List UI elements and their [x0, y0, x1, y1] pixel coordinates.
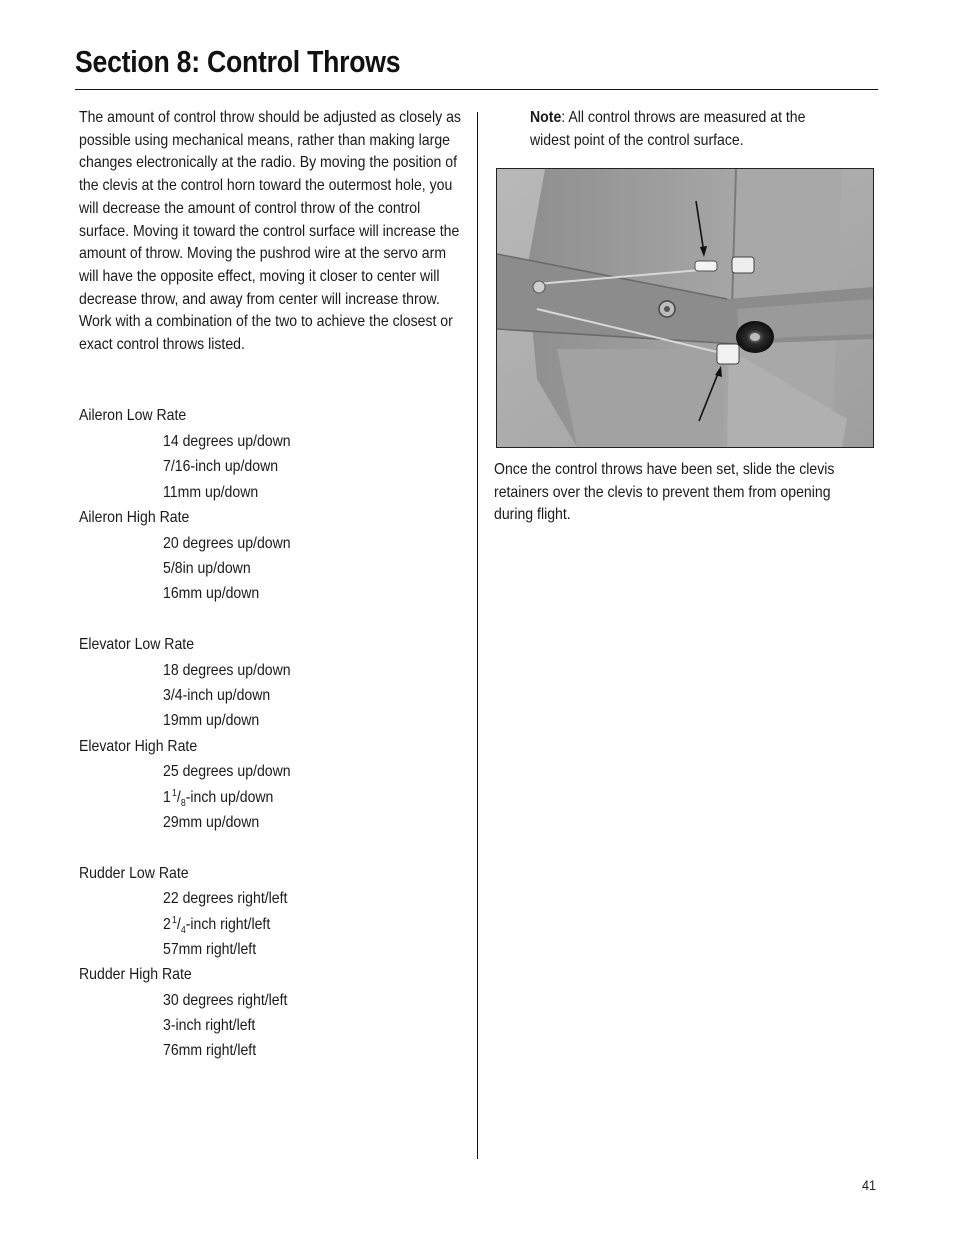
fraction-whole: 2 — [163, 916, 171, 933]
aileron-low-label: Aileron Low Rate — [79, 407, 187, 424]
elevator-high-inches: 1 $^1/_8$-inch up/down — [163, 788, 274, 809]
fraction-denominator: 8 — [180, 798, 186, 809]
tail-linkage-illustration — [497, 169, 873, 447]
rudder-high-degrees: 30 degrees right/left — [163, 992, 288, 1009]
fraction-rest: -inch right/left — [185, 916, 271, 933]
title-rule — [75, 89, 878, 90]
aileron-high-inches: 5/8in up/down — [163, 560, 251, 577]
elevator-low-degrees: 18 degrees up/down — [163, 662, 291, 679]
rudder-low-label: Rudder Low Rate — [79, 865, 189, 882]
aileron-high-mm: 16mm up/down — [163, 585, 260, 602]
elevator-high-mm: 29mm up/down — [163, 814, 260, 831]
after-photo-paragraph: Once the control throws have been set, slide the clevis retainers over the clevis to prevent them from opening during flight. — [494, 461, 835, 524]
fraction-denominator: 4 — [180, 925, 186, 936]
fraction-rest: -inch up/down — [185, 789, 274, 806]
aileron-low-inches: 7/16-inch up/down — [163, 458, 279, 475]
rudder-high-inches: 3-inch right/left — [163, 1017, 256, 1034]
aileron-high-label: Aileron High Rate — [79, 509, 190, 526]
fraction-whole: 1 — [163, 789, 171, 806]
rudder-low-inches: 2 $^1/_4$-inch right/left — [163, 915, 271, 936]
fraction-numerator: 1 — [172, 788, 177, 799]
elevator-low-label: Elevator Low Rate — [79, 636, 195, 653]
page-title: Section 8: Control Throws — [75, 44, 401, 79]
elevator-low-mm: 19mm up/down — [163, 712, 260, 729]
note-text: : All control throws are measured at the widest point of the control surface. — [530, 109, 806, 149]
rudder-low-mm: 57mm right/left — [163, 941, 257, 958]
fraction-numerator: 1 — [172, 915, 177, 926]
elevator-high-label: Elevator High Rate — [79, 738, 198, 755]
aileron-high-degrees: 20 degrees up/down — [163, 535, 291, 552]
page-number: 41 — [862, 1177, 877, 1193]
column-divider — [477, 112, 478, 1159]
rudder-high-label: Rudder High Rate — [79, 966, 192, 983]
note-label: Note — [530, 109, 562, 126]
elevator-high-degrees: 25 degrees up/down — [163, 763, 291, 780]
rudder-low-degrees: 22 degrees right/left — [163, 890, 288, 907]
intro-paragraph: The amount of control throw should be adjusted as closely as possible using mechanical means, rather than making large changes electronically at the radio. By moving the position of the clevis at the control horn toward the outermost hole, you will decrease the amount of control throw of the control surface. Moving it toward the control surface will increase the amount of throw. Moving the pushrod wire at the servo arm will have the opposite effect, moving it closer to center will decrease throw, and away from center will increase throw. Work with a combination of the two to achieve the closest or exact control throws listed. — [79, 109, 461, 354]
note-paragraph — [530, 107, 820, 152]
aileron-low-degrees: 14 degrees up/down — [163, 433, 291, 450]
rudder-high-mm: 76mm right/left — [163, 1042, 257, 1059]
control-horn-photo — [496, 168, 874, 448]
aileron-low-mm: 11mm up/down — [163, 484, 259, 501]
elevator-low-inches: 3/4-inch up/down — [163, 687, 271, 704]
